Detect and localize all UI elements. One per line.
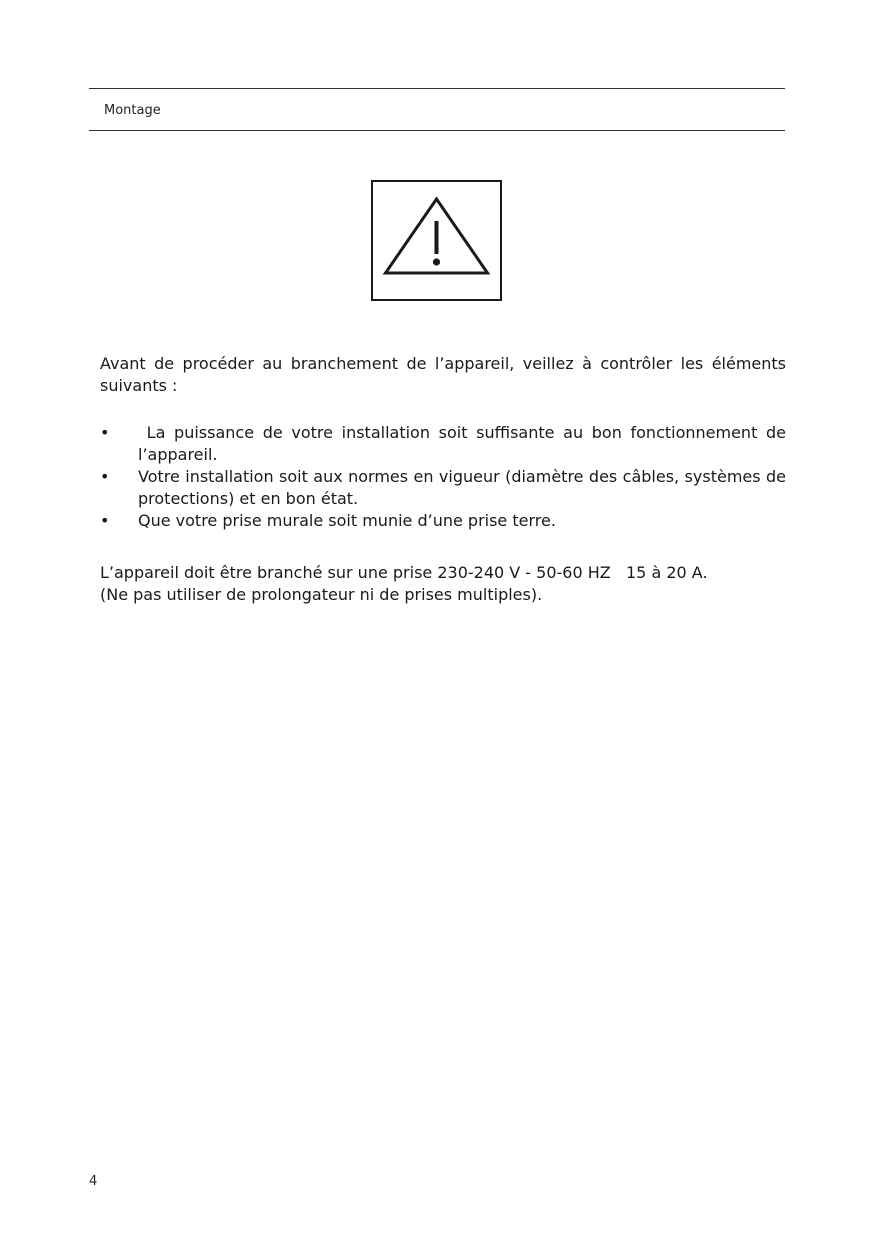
list-item-text: La puissance de votre installation soit suffisante au bon fonctionnement de l’appareil. bbox=[138, 423, 792, 464]
header-rule-top bbox=[89, 88, 785, 89]
bullet-symbol: • bbox=[100, 467, 110, 486]
page-number: 4 bbox=[89, 1174, 98, 1189]
intro-paragraph: Avant de procéder au branchement de l’appareil, veillez à contrôler les éléments suivants : bbox=[100, 354, 786, 395]
list-item bbox=[100, 510, 786, 532]
requirements-list bbox=[100, 422, 792, 532]
list-item-text: Que votre prise murale soit munie d’une prise terre. bbox=[138, 511, 556, 530]
warning-note: (Ne pas utiliser de prolongateur ni de prises multiples). bbox=[100, 585, 543, 604]
list-item bbox=[100, 466, 786, 510]
list-item-text: Votre installation soit aux normes en vigueur (diamètre des câbles, systèmes de protections) et en bon état. bbox=[138, 467, 786, 508]
power-requirement: L’appareil doit être branché sur une prise 230-240 V - 50-60 HZ 15 à 20 A. bbox=[100, 563, 708, 582]
section-title: Montage bbox=[104, 103, 161, 118]
bullet-symbol: • bbox=[100, 423, 110, 442]
warning-triangle-icon bbox=[373, 182, 500, 299]
bullet-symbol: • bbox=[100, 511, 110, 530]
warning-box bbox=[371, 180, 502, 301]
header-rule-bottom bbox=[89, 130, 785, 131]
list-item bbox=[100, 422, 792, 466]
